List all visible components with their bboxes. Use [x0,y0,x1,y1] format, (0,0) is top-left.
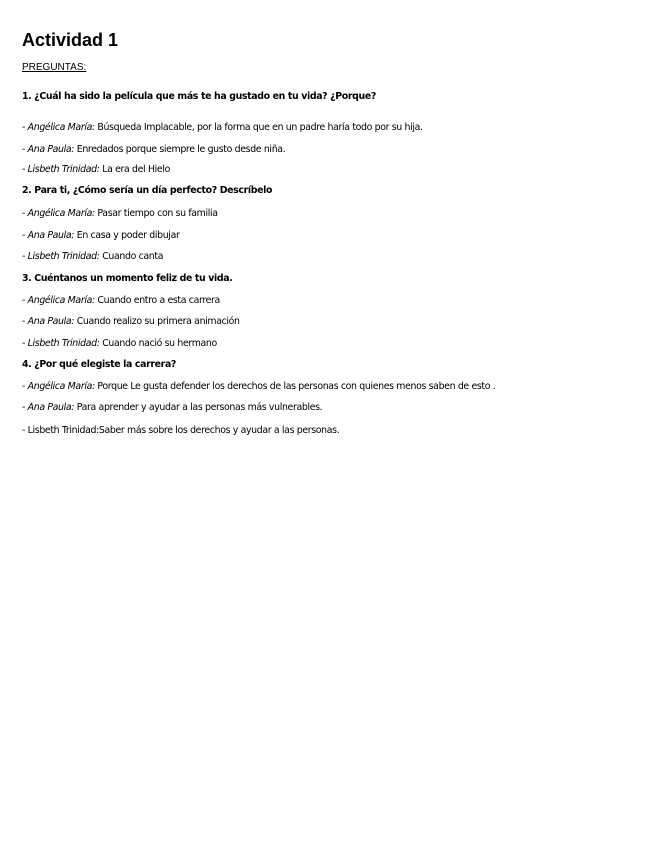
question-2: 2. Para ti, ¿Cómo sería un día perfecto? Descríbelo [22,185,273,196]
answer-line [22,294,220,307]
answer-line [22,401,322,414]
respondent-name: Ana Paula: [27,316,75,327]
answer-text: La era del Hielo [99,164,170,175]
answer-dash: - [22,295,28,306]
answer-line [22,163,170,176]
section-heading: PREGUNTAS: [22,62,87,73]
answer-dash: - [22,425,28,436]
answer-line [22,424,339,437]
answer-text: Búsqueda Implacable, por la forma que en un padre haría todo por su hija. [94,122,423,133]
respondent-name: Angélica María: [27,295,95,306]
answer-line [22,315,240,328]
respondent-name: Ana Paula: [27,402,75,413]
answer-dash: - [22,164,28,175]
respondent-name: Angélica María: [27,122,95,133]
answer-text: Cuando canta [99,251,164,262]
answer-line [22,143,285,156]
answer-dash: - [22,316,28,327]
respondent-name: Lisbeth Trinidad: [27,164,100,175]
answer-dash: - [22,122,28,133]
answer-text: Pasar tiempo con su familia [94,208,218,219]
answer-text: Para aprender y ayudar a las personas más vulnerables. [74,402,323,413]
answer-dash: - [22,402,28,413]
answer-dash: - [22,208,28,219]
answer-line [22,121,423,134]
answer-dash: - [22,338,28,349]
answer-text: Cuando realizo su primera animación [74,316,240,327]
answer-line [22,250,163,263]
page-title: Actividad 1 [22,30,119,50]
answer-line [22,207,218,220]
answer-text: Cuando nació su hermano [99,338,217,349]
answer-text: Cuando entro a esta carrera [94,295,220,306]
answer-dash: - [22,381,28,392]
answer-text: Lisbeth Trinidad:Saber más sobre los derechos y ayudar a las personas. [27,425,340,436]
respondent-name: Angélica María: [27,381,95,392]
respondent-name: Angélica María: [27,208,95,219]
respondent-name: Ana Paula: [27,144,75,155]
answer-line [22,337,217,350]
respondent-name: Ana Paula: [27,230,75,241]
question-1: 1. ¿Cuál ha sido la película que más te ha gustado en tu vida? ¿Porque? [22,91,376,102]
answer-text: Enredados porque siempre le gusto desde niña. [74,144,286,155]
answer-dash: - [22,144,28,155]
answer-line [22,229,179,242]
respondent-name: Lisbeth Trinidad: [27,251,100,262]
answer-text: En casa y poder dibujar [74,230,180,241]
answer-line [22,380,495,393]
respondent-name: Lisbeth Trinidad: [27,338,100,349]
answer-dash: - [22,230,28,241]
question-3: 3. Cuéntanos un momento feliz de tu vida. [22,273,233,284]
question-4: 4. ¿Por qué elegiste la carrera? [22,359,177,370]
answer-text: Porque Le gusta defender los derechos de las personas con quienes menos saben de esto . [94,381,496,392]
answer-dash: - [22,251,28,262]
